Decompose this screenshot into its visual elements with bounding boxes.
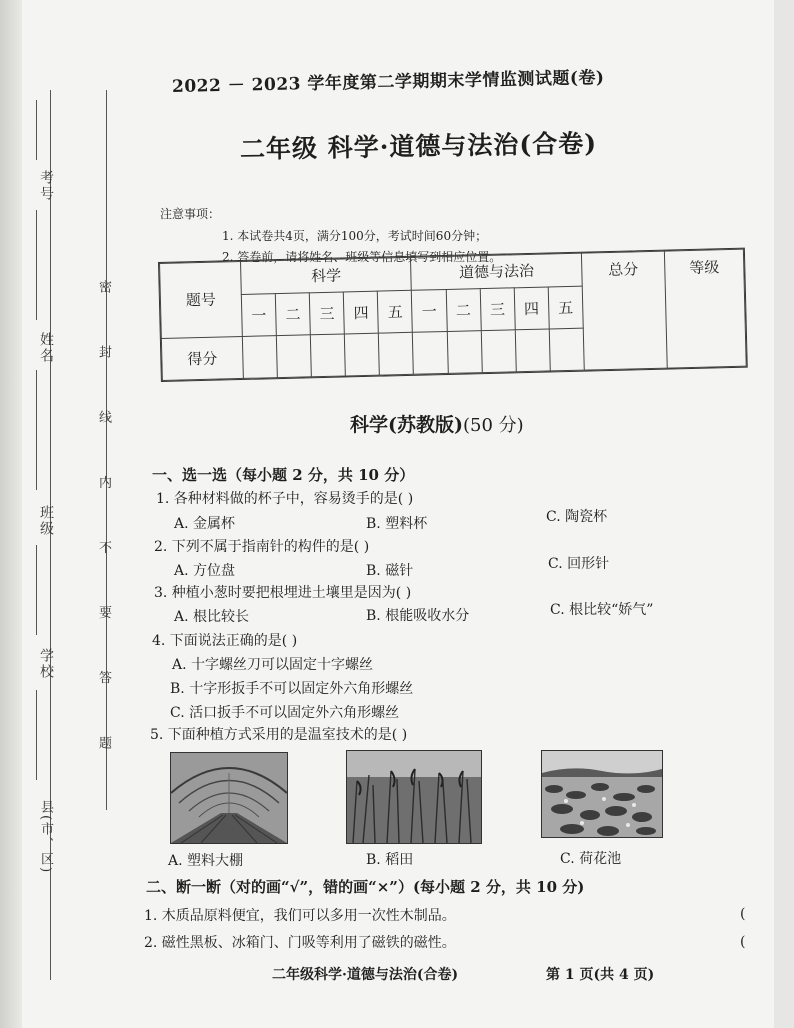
score-cell[interactable] <box>481 330 516 373</box>
q3-option-a[interactable]: A. 根比较长 <box>174 609 250 625</box>
school-blank <box>36 545 37 635</box>
name-label: 姓名 <box>38 332 54 364</box>
morality-col-5: 五 <box>548 286 583 329</box>
science-col-3: 三 <box>309 292 344 335</box>
exam-no-label: 考号 <box>38 170 54 202</box>
science-col-5: 五 <box>378 290 413 333</box>
science-col-2: 二 <box>275 293 310 336</box>
q4-option-c[interactable]: C. 活口扳手不可以固定外六角形螺丝 <box>170 705 400 721</box>
notice-item-2: 2. 答卷前，请将姓名、班级等信息填写到相应位置。 <box>222 250 502 264</box>
question-2: 2. 下列不属于指南针的构件的是( ) <box>154 539 370 555</box>
class-label: 班级 <box>38 505 54 537</box>
score-cell[interactable] <box>447 330 482 373</box>
morality-col-1: 一 <box>412 289 447 332</box>
rice-field-photo[interactable] <box>346 750 482 844</box>
q2-option-b[interactable]: B. 磁针 <box>366 563 414 579</box>
class-blank <box>36 370 37 490</box>
notice-item-1: 1. 本试卷共4页，满分100分，考试时间60分钟； <box>222 229 488 243</box>
county-blank <box>36 690 37 780</box>
q4-option-b[interactable]: B. 十字形扳手不可以固定外六角形螺丝 <box>170 681 414 697</box>
part2-title: 二、断一断（对的画“√”，错的画“×”）(每小题 2 分，共 10 分) <box>146 878 585 896</box>
name-blank <box>36 210 37 320</box>
morality-col-3: 三 <box>480 288 515 331</box>
judge-answer-paren-1[interactable]: ( <box>740 906 746 922</box>
score-cell[interactable] <box>413 331 448 374</box>
q1-option-b[interactable]: B. 塑料杯 <box>366 516 428 532</box>
exam-title: 2022 － 2023 学年度第二学期期末学情监测试题(卷) <box>171 67 605 97</box>
q1-option-a[interactable]: A. 金属杯 <box>174 516 236 532</box>
science-group-header: 科学 <box>241 257 412 294</box>
q5-option-c[interactable]: C. 荷花池 <box>560 851 622 867</box>
q2-option-c[interactable]: C. 回形针 <box>548 556 610 572</box>
total-score-header: 总分 <box>581 251 667 370</box>
school-label: 学校 <box>38 648 54 680</box>
score-cell[interactable] <box>345 333 380 376</box>
score-cell[interactable] <box>379 332 414 375</box>
binding-margin <box>22 60 122 980</box>
footer-page-number: 第 1 页(共 4 页) <box>546 967 655 983</box>
grade-header: 等级 <box>664 249 746 368</box>
exam-subtitle: 二年级 科学·道德与法治(合卷) <box>239 128 598 164</box>
greenhouse-photo[interactable] <box>170 752 288 844</box>
q2-option-a[interactable]: A. 方位盘 <box>174 563 236 579</box>
question-1: 1. 各种材料做的杯子中，容易烫手的是( ) <box>156 491 414 507</box>
question-5: 5. 下面种植方式采用的是温室技术的是( ) <box>150 727 408 743</box>
score-cell[interactable] <box>276 335 311 378</box>
question-3: 3. 种植小葱时要把根埋进土壤里是因为( ) <box>154 585 412 601</box>
score-cell[interactable] <box>311 334 346 377</box>
q1-option-c[interactable]: C. 陶瓷杯 <box>546 509 608 525</box>
judge-item-1: 1. 木质品原料便宜，我们可以多用一次性木制品。 <box>144 908 456 924</box>
score-cell[interactable] <box>515 329 550 372</box>
question-4: 4. 下面说法正确的是( ) <box>152 633 298 649</box>
notice-heading: 注意事项： <box>160 207 221 221</box>
q3-option-c[interactable]: C. 根比较“娇气” <box>550 602 654 618</box>
science-col-1: 一 <box>241 293 276 336</box>
score-cell[interactable] <box>242 335 277 378</box>
q5-option-a[interactable]: A. 塑料大棚 <box>168 853 244 869</box>
score-label: 得分 <box>161 336 243 380</box>
lotus-pond-photo[interactable] <box>541 750 663 838</box>
science-col-4: 四 <box>344 291 379 334</box>
morality-col-2: 二 <box>446 288 481 331</box>
section-name: 科学(苏教版) <box>350 414 463 436</box>
county-label: 县(市、区) <box>38 800 53 875</box>
score-table <box>158 248 748 382</box>
question-no-label: 题号 <box>160 261 243 338</box>
section-points: (50 分) <box>462 415 524 436</box>
score-cell[interactable] <box>549 328 584 371</box>
page-shadow <box>0 0 22 1028</box>
morality-col-4: 四 <box>514 287 549 330</box>
seal-line-text: 密 封 线 内 不 要 答 题 <box>96 280 111 773</box>
q3-option-b[interactable]: B. 根能吸收水分 <box>366 608 470 624</box>
q4-option-a[interactable]: A. 十字螺丝刀可以固定十字螺丝 <box>172 657 374 673</box>
judge-item-2: 2. 磁性黑板、冰箱门、门吸等利用了磁铁的磁性。 <box>144 935 456 951</box>
exam-no-blank <box>36 100 37 160</box>
judge-answer-paren-2[interactable]: ( <box>740 934 746 950</box>
q5-option-b[interactable]: B. 稻田 <box>366 852 414 868</box>
morality-group-header: 道德与法治 <box>411 253 582 290</box>
footer-subject: 二年级科学·道德与法治(合卷) <box>272 967 459 983</box>
part1-title: 一、选一选（每小题 2 分，共 10 分） <box>152 466 415 484</box>
section-title <box>350 410 524 437</box>
